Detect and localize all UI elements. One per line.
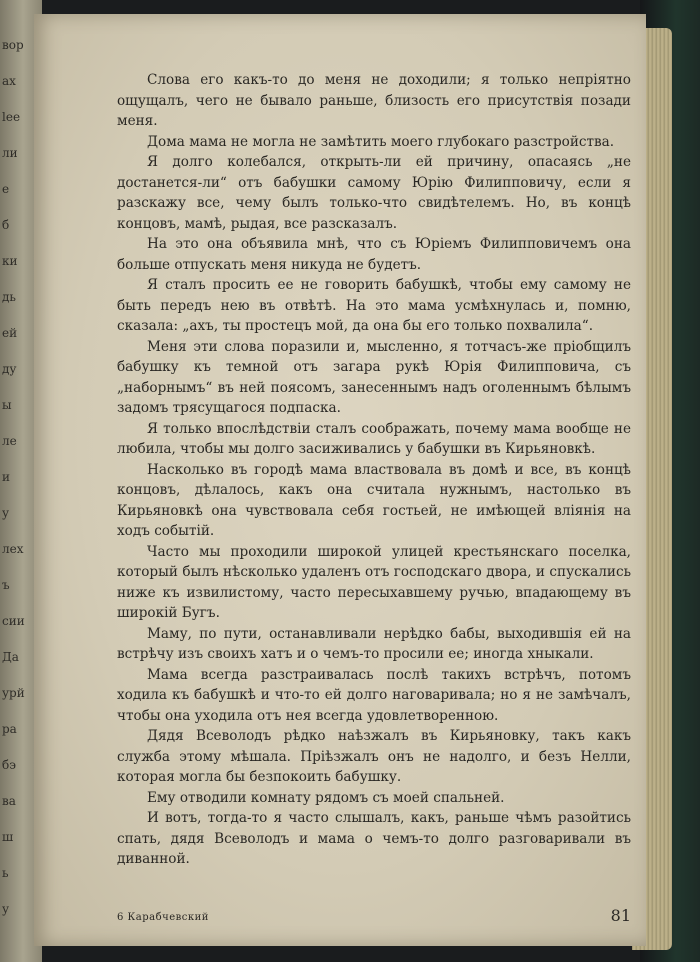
- left-page-fragment: ах: [2, 74, 16, 88]
- left-page-fragment: бэ: [2, 758, 16, 772]
- left-page-fragment: б: [2, 218, 10, 232]
- left-page-fragment: ей: [2, 326, 18, 340]
- paragraph-12: Дядя Всеволодъ рѣдко наѣзжалъ въ Кирьяновку, такъ какъ служба этому мѣшала. Пріѣзжалъ онъ не надолго, и безъ Нелли, которая могла бы безпокоить бабушку.: [117, 728, 631, 785]
- paragraph-14: И вотъ, тогда-то я часто слышалъ, какъ, раньше чѣмъ разойтись спать, дядя Всеволодъ и мама о чемъ-то долго разговаривали въ диванной.: [117, 810, 631, 867]
- left-page-fragment: ки: [2, 254, 18, 268]
- page-number: 81: [610, 906, 631, 925]
- left-page-fragment: у: [2, 506, 10, 520]
- left-page-fragment: Да: [2, 650, 19, 664]
- paragraph-11: Мама всегда разстраивалась послѣ такихъ встрѣчъ, потомъ ходила къ бабушкѣ и что-то ей долго наговаривала; но я не замѣчалъ, чтобы она уходила отъ нея всегда удовлетворенною.: [117, 666, 631, 724]
- paragraph-6: Меня эти слова поразили и, мысленно, я тотчасъ-же пріобщилъ бабушку къ темной отъ загара рукѣ Юрія Филипповича, съ „наборнымъ“ въ ней поясомъ, занесеннымъ надъ оголеннымъ бѣлымъ задомъ трясущагося подпаска.: [117, 338, 631, 416]
- paragraph-10: Маму, по пути, останавливали нерѣдко бабы, выходившія ей на встрѣчу изъ своихъ хатъ и о чемъ-то просили ее; иногда хныкали.: [117, 625, 631, 662]
- left-page-fragment: ле: [2, 434, 17, 448]
- left-page-fragment: и: [2, 470, 10, 484]
- signature-mark: 6 Карабчевский: [117, 912, 209, 923]
- paragraph-13: Ему отводили комнату рядомъ съ моей спальней.: [147, 789, 505, 806]
- paragraph-2: Дома мама не могла не замѣтить моего глубокаго разстройства.: [147, 133, 615, 150]
- paragraph-1: Слова его какъ-то до меня не доходили; я только непріятно ощущалъ, чего не бывало раньше, близость его присутствія позади меня.: [117, 72, 631, 129]
- left-page-fragment: ва: [2, 794, 16, 808]
- left-page-fragment: е: [2, 182, 10, 196]
- paragraph-8: Насколько въ городѣ мама властвовала въ домѣ и все, въ концѣ концовъ, дѣлалось, какъ она считала нужнымъ, настолько въ Кирьяновкѣ она чувствовала себя гостьей, не имѣющей вліянія на ходъ событій.: [117, 461, 631, 539]
- paragraph-7: Я только впослѣдствіи сталъ соображать, почему мама вообще не любила, чтобы мы долго засиживались у бабушки въ Кирьяновкѣ.: [117, 420, 631, 457]
- page-footer: [117, 906, 631, 930]
- left-page-fragment: ли: [2, 146, 18, 160]
- left-page-fragment: вор: [2, 38, 24, 52]
- paragraph-9: Часто мы проходили широкой улицей крестьянскаго поселка, который былъ нѣсколько удаленъ отъ господскаго двора, и спускались ниже къ извилистому, часто пересыхавшему ручью, впадающему въ широкій Бугъ.: [117, 543, 631, 621]
- left-page-fragment: ъ: [2, 578, 10, 592]
- left-page-fragment: ра: [2, 722, 17, 736]
- book-page: [34, 14, 646, 946]
- page-body-text: [117, 70, 631, 870]
- left-page-fragment: у: [2, 902, 10, 916]
- paragraph-3: Я долго колебался, открыть-ли ей причину, опасаясь „не достанется-ли“ отъ бабушки самому Юрію Филипповичу, если я разскажу все, чему былъ только-что свидѣтелемъ. Но, въ концѣ концовъ, мамѣ, рыдая, все разсказалъ.: [117, 154, 631, 232]
- paragraph-4: На это она объявила мнѣ, что съ Юріемъ Филипповичемъ она больше отпускать меня никуда не будетъ.: [117, 236, 631, 273]
- left-page-fragment: ду: [2, 362, 17, 376]
- left-page-fragment: ш: [2, 830, 14, 844]
- left-page-fragment: лех: [2, 542, 24, 556]
- left-page-fragment: ы: [2, 398, 12, 412]
- left-page-fragment: lee: [2, 110, 21, 124]
- left-page-fragment: дь: [2, 290, 16, 304]
- left-page-fragment: ь: [2, 866, 9, 880]
- left-page-fragment: урй: [2, 686, 25, 700]
- left-page-fragment: сии: [2, 614, 25, 628]
- paragraph-5: Я сталъ просить ее не говорить бабушкѣ, чтобы ему самому не быть передъ нею въ отвѣтѣ. На это мама усмѣхнулась и, помню, сказала: „ахъ, ты простецъ мой, да она бы его только похвалила“.: [117, 277, 631, 334]
